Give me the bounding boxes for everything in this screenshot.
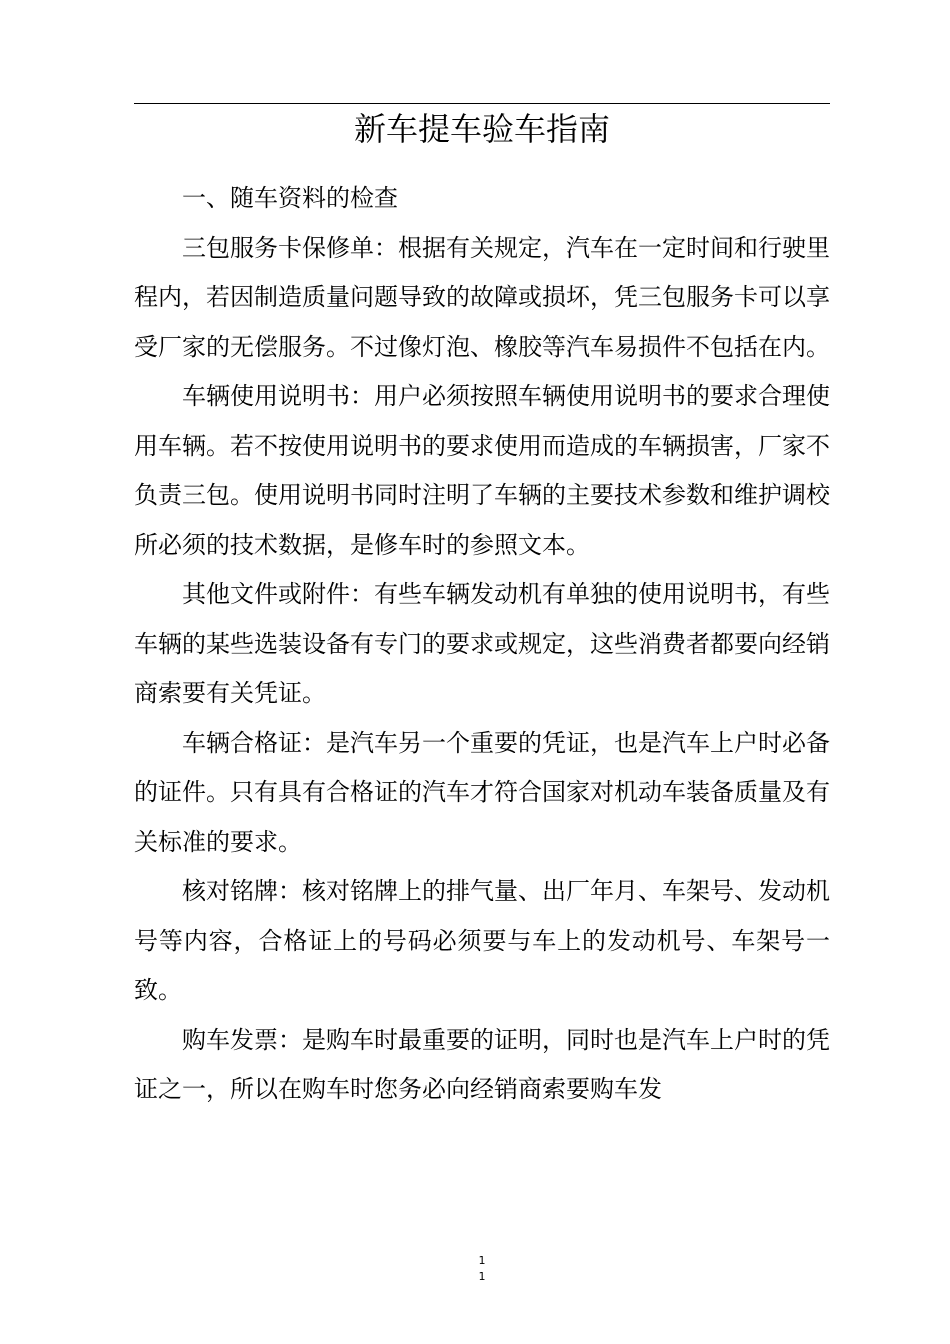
paragraph-other-documents: 其他文件或附件：有些车辆发动机有单独的使用说明书，有些车辆的某些选装设备有专门的要求或规定，这些消费者都要向经销商索要有关凭证。 [134,580,830,707]
document-title: 新车提车验车指南 [353,110,610,148]
page-number-top: 1 [478,1254,486,1267]
paragraph-user-manual: 车辆使用说明书：用户必须按照车辆使用说明书的要求合理使用车辆。若不按使用说明书的要求使用而造成的车辆损害，厂家不负责三包。使用说明书同时注明了车辆的主要技术参数和维护调校所必须的技术数据，是修车时的参照文本。 [134,382,830,559]
document-body [134,174,830,1115]
paragraph-certificate: 车辆合格证：是汽车另一个重要的凭证，也是汽车上户时必备的证件。只有具有合格证的汽车才符合国家对机动车装备质量及有关标准的要求。 [134,728,830,856]
section-heading: 一、随车资料的检查 [182,184,398,212]
paragraph-invoice: 购车发票：是购车时最重要的证明，同时也是汽车上户时的凭证之一，所以在购车时您务必向经销商索要购车发 [134,1025,830,1103]
paragraph-warranty-card: 三包服务卡保修单：根据有关规定，汽车在一定时间和行驶里程内，若因制造质量问题导致的故障或损坏，凭三包服务卡可以享受厂家的无偿服务。不过像灯泡、橡胶等汽车易损件不包括在内。 [134,233,830,361]
header-rule [134,103,830,104]
paragraph-nameplate: 核对铭牌：核对铭牌上的排气量、出厂年月、车架号、发动机号等内容，合格证上的号码必须要与车上的发动机号、车架号一致。 [134,877,830,1004]
page-number-bottom: 1 [478,1270,486,1283]
